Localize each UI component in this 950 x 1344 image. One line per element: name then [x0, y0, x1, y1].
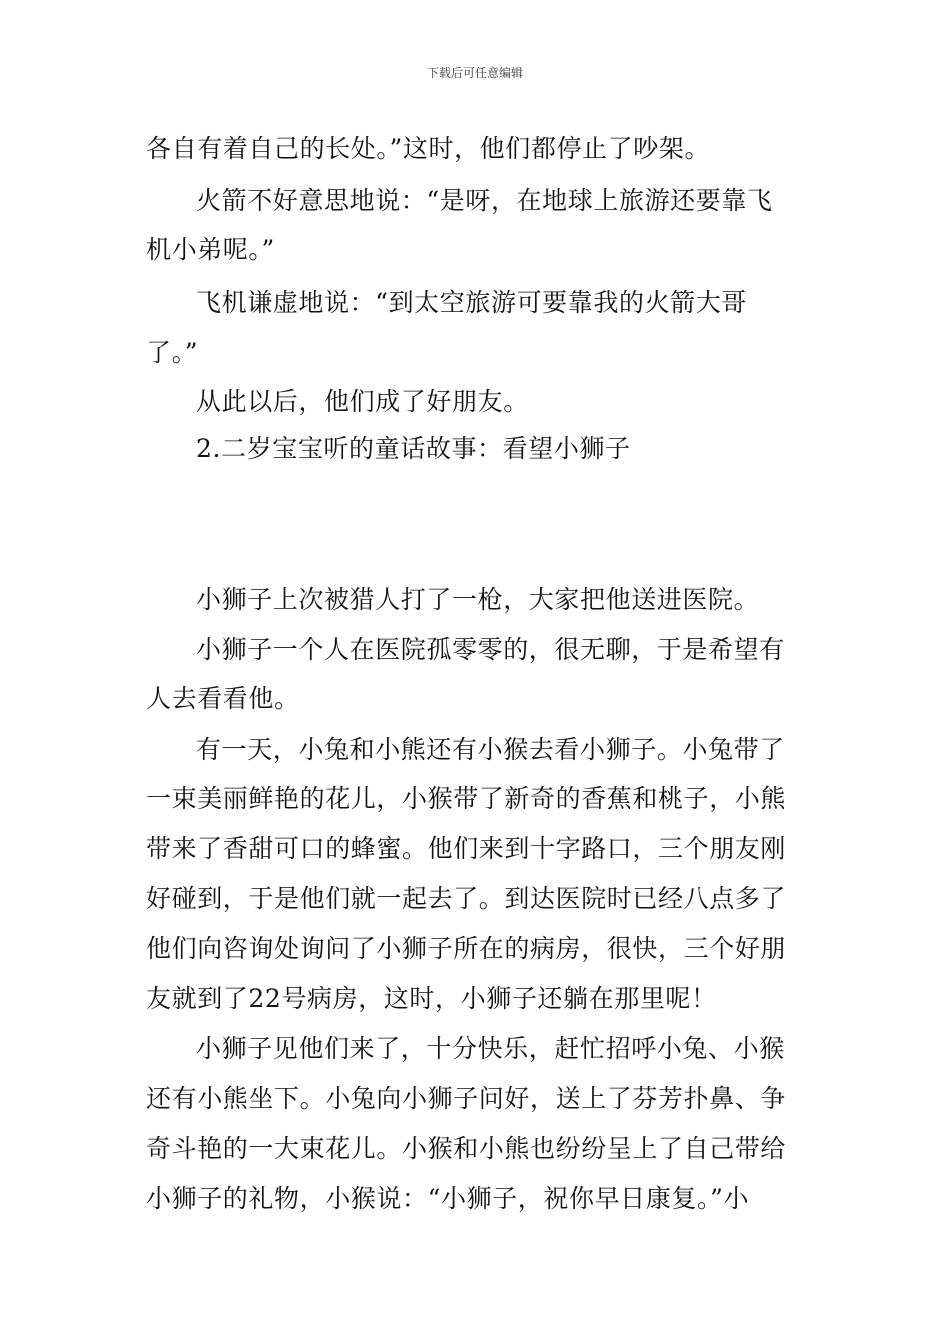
text-line: 一束美丽鲜艳的花儿，小猴带了新奇的香蕉和桃子，小熊: [146, 784, 787, 813]
text-line: 友就到了22号病房，这时，小狮子还躺在那里呢！: [146, 984, 717, 1013]
text-line: 各自有着自己的长处。”这时，他们都停止了吵架。: [146, 134, 711, 163]
paragraph-line: 小狮子一个人在医院孤零零的，很无聊，于是希望有: [196, 635, 785, 664]
text-line: 奇斗艳的一大束花儿。小猴和小熊也纷纷呈上了自己带给: [146, 1134, 787, 1163]
paragraph-line: 有一天，小兔和小熊还有小猴去看小狮子。小兔带了: [196, 735, 785, 764]
text-line: 机小弟呢。”: [146, 235, 275, 264]
text-line: 人去看看他。: [146, 684, 300, 713]
page-header: 下载后可任意编辑: [426, 66, 523, 80]
text-line: 他们向咨询处询问了小狮子所在的病房，很快，三个好朋: [146, 934, 787, 963]
text-line: 了。”: [146, 338, 199, 367]
paragraph-line: 从此以后，他们成了好朋友。: [196, 387, 529, 416]
text-line: 带来了香甜可口的蜂蜜。他们来到十字路口，三个朋友刚: [146, 834, 787, 863]
paragraph-line: 飞机谦虚地说：“到太空旅游可要靠我的火箭大哥: [196, 288, 747, 317]
text-line: 小狮子的礼物，小猴说：“小狮子，祝你早日康复。”小: [146, 1184, 750, 1213]
section-heading: 2.二岁宝宝听的童话故事：看望小狮子: [196, 434, 631, 463]
text-line: 还有小熊坐下。小兔向小狮子问好，送上了芬芳扑鼻、争: [146, 1084, 787, 1113]
paragraph-line: 小狮子上次被猎人打了一枪，大家把他送进医院。: [196, 585, 760, 614]
paragraph-line: 小狮子见他们来了，十分快乐，赶忙招呼小兔、小猴: [196, 1034, 785, 1063]
paragraph-line: 火箭不好意思地说：“是呀，在地球上旅游还要靠飞: [196, 186, 773, 215]
text-line: 好碰到，于是他们就一起去了。到达医院时已经八点多了: [146, 884, 787, 913]
